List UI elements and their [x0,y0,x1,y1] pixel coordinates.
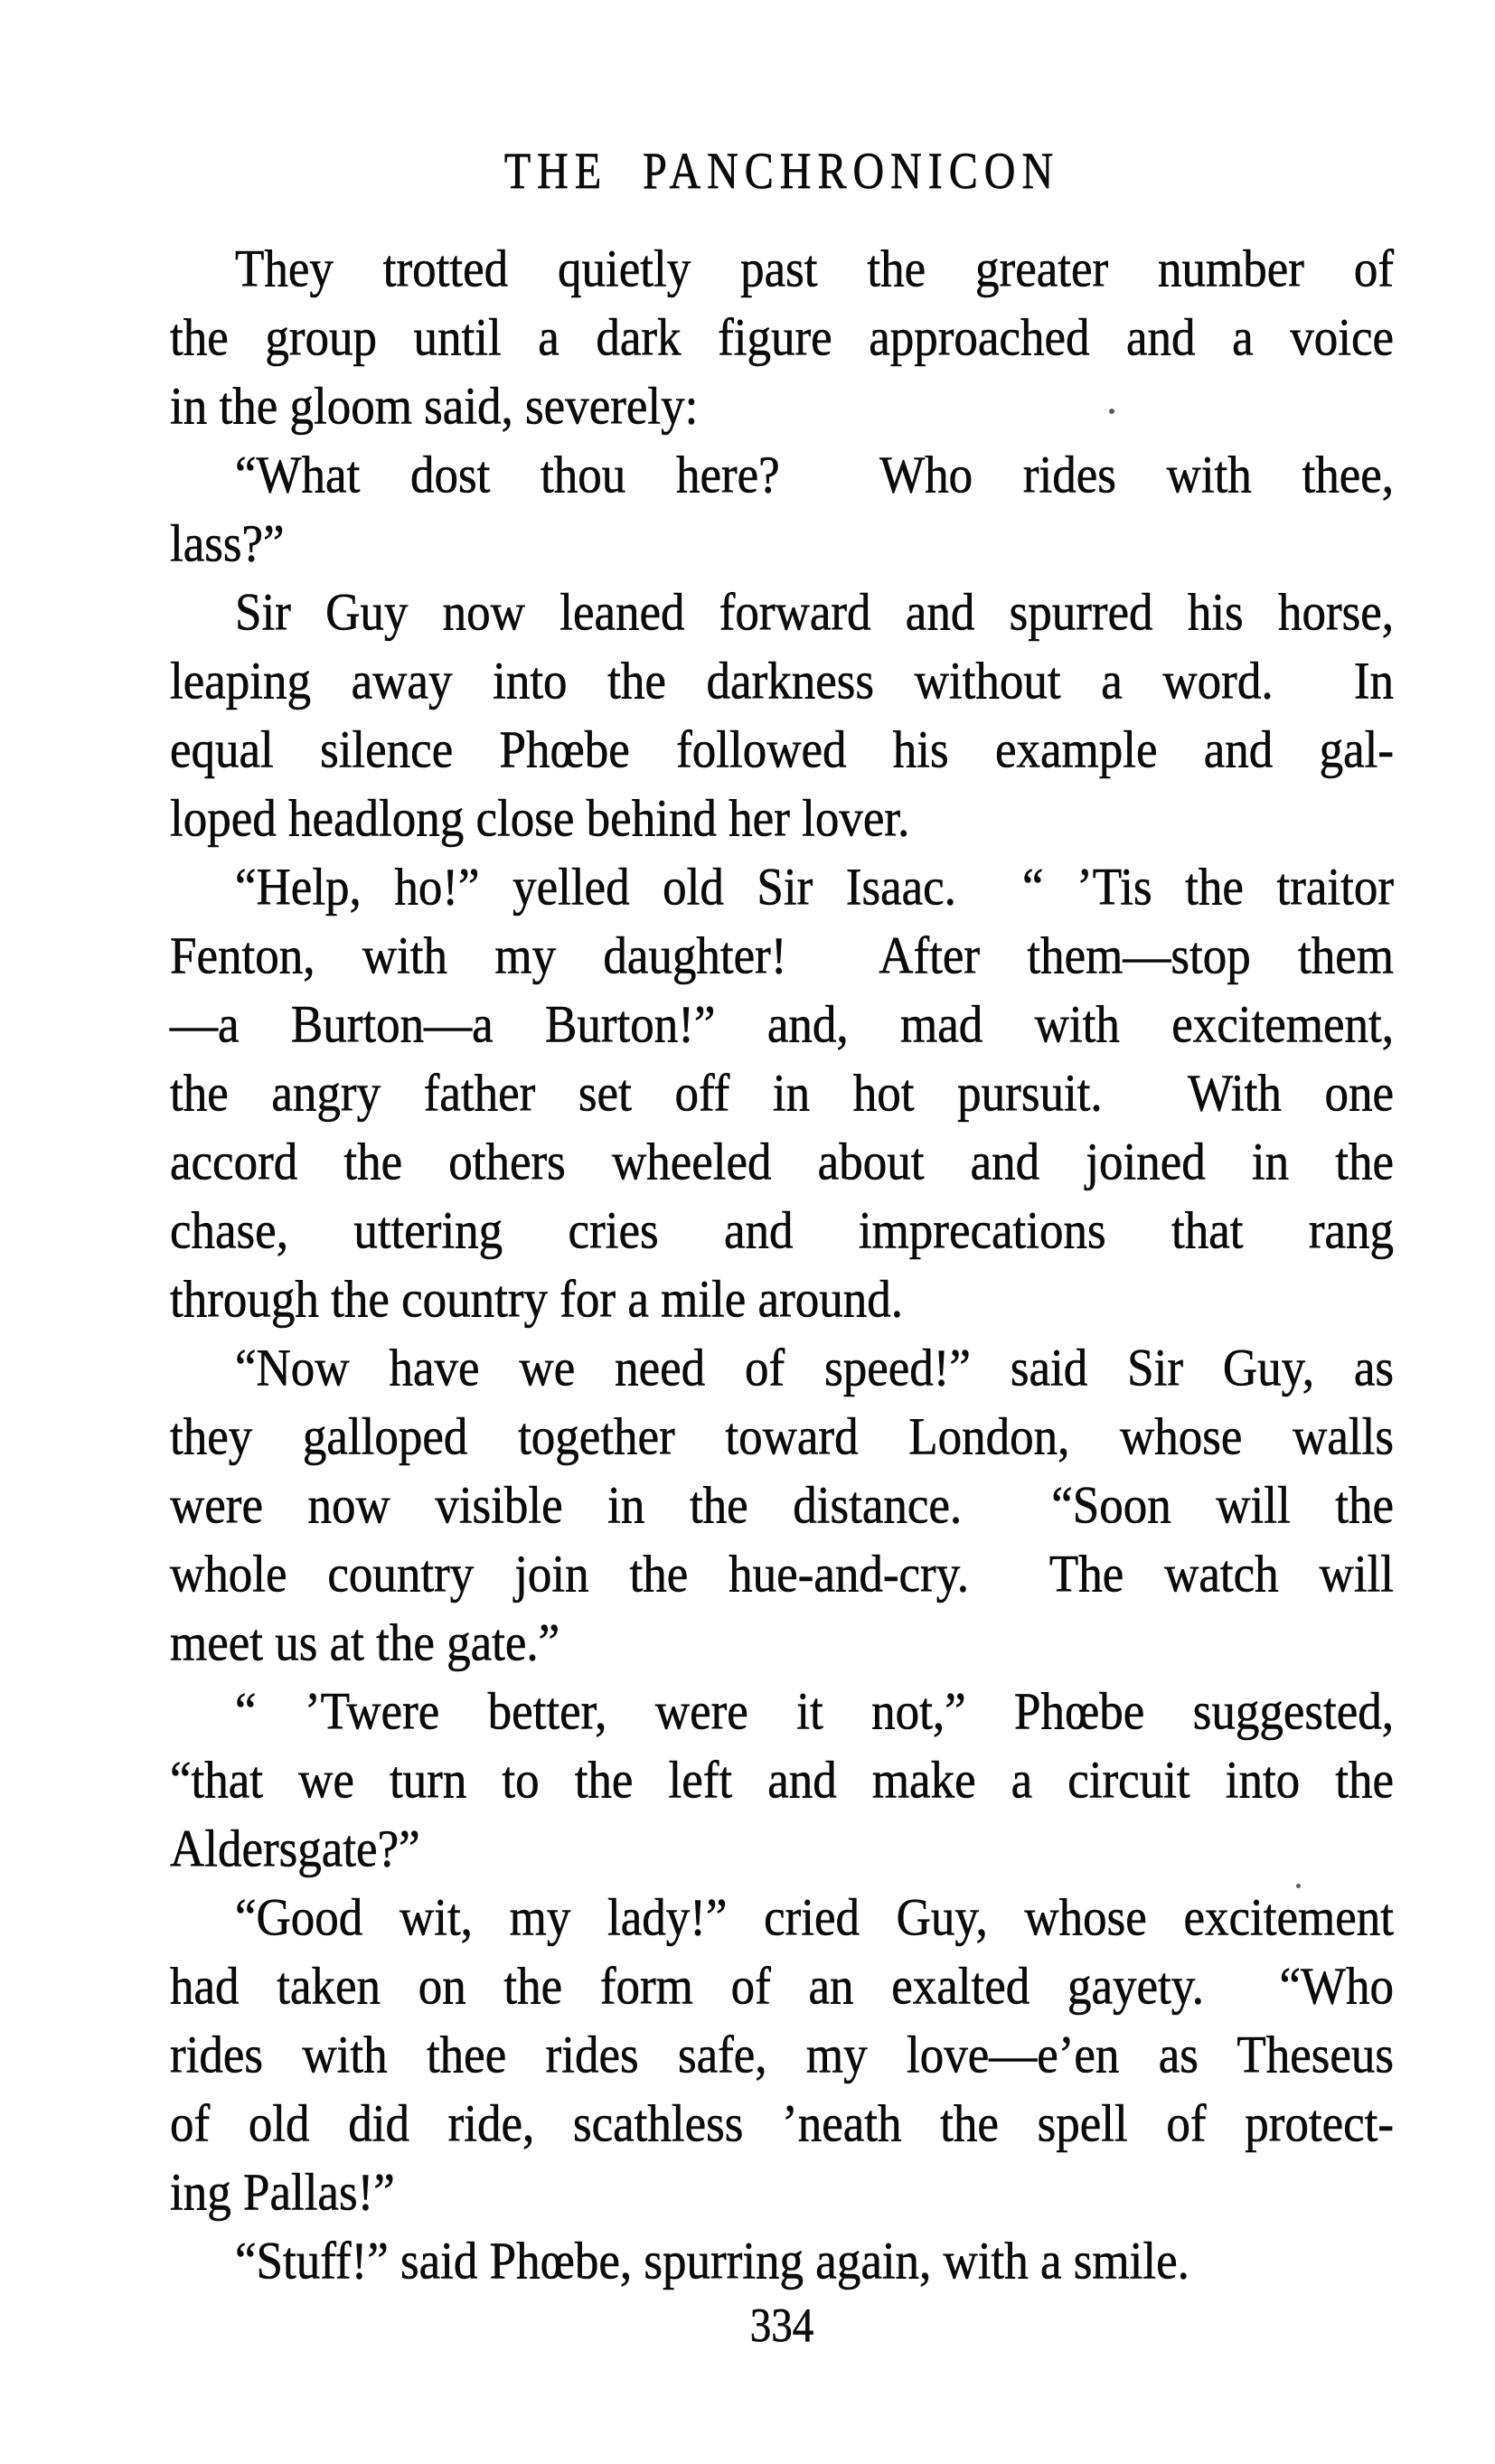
text-line: the angry father set off in hot pursuit. With one [170,1064,1394,1123]
running-header: THE PANCHRONICON [503,142,1060,201]
text-line: whole country join the hue-and-cry. The watch will [170,1545,1394,1603]
text-line: Sir Guy now leaned forward and spurred his horse, [235,583,1394,642]
text-line: “Help, ho!” yelled old Sir Isaac. “ ’Tis the traitor [235,858,1394,917]
text-line: ing Pallas!” [170,2163,395,2222]
scan-speck [1109,409,1114,414]
text-line: Fenton, with my daughter! After them—stop them [170,926,1394,985]
text-line: chase, uttering cries and imprecations that rang [170,1201,1394,1260]
text-line: loped headlong close behind her lover. [170,789,910,848]
text-line: the group until a dark figure approached and a voice [170,308,1394,367]
text-line: in the gloom said, severely: [170,377,699,436]
text-line: Aldersgate?” [170,1820,420,1878]
scan-speck [1296,1884,1301,1888]
text-line: had taken on the form of an exalted gayety. “Who [170,1957,1394,2016]
text-line: “Stuff!” said Phœbe, spurring again, with a smile. [235,2232,1189,2290]
text-line: equal silence Phœbe followed his example and gal- [170,720,1394,779]
text-line: They trotted quietly past the greater number of [235,240,1394,298]
text-line: through the country for a mile around. [170,1270,903,1329]
text-line: leaping away into the darkness without a word. In [170,652,1394,710]
text-line: meet us at the gate.” [170,1613,560,1672]
text-line: lass?” [170,514,285,573]
text-line: “What dost thou here? Who rides with thee, [235,446,1394,504]
text-line: accord the others wheeled about and joined in the [170,1133,1394,1191]
text-line: “Good wit, my lady!” cried Guy, whose excitement [235,1888,1394,1947]
text-line: were now visible in the distance. “Soon will the [170,1476,1394,1535]
text-line: “Now have we need of speed!” said Sir Guy, as [235,1339,1394,1397]
text-line: “ ’Twere better, were it not,” Phœbe suggested, [235,1682,1394,1741]
page-number: 334 [749,2299,814,2353]
text-block [170,235,1394,2296]
text-line: of old did ride, scathless ’neath the spell of protect- [170,2094,1394,2153]
text-line: —a Burton—a Burton!” and, mad with excitement, [170,995,1394,1054]
text-line: “that we turn to the left and make a circuit into the [170,1751,1394,1810]
text-line: rides with thee rides safe, my love—e’en as Theseus [170,2026,1394,2084]
text-line: they galloped together toward London, whose walls [170,1407,1394,1466]
